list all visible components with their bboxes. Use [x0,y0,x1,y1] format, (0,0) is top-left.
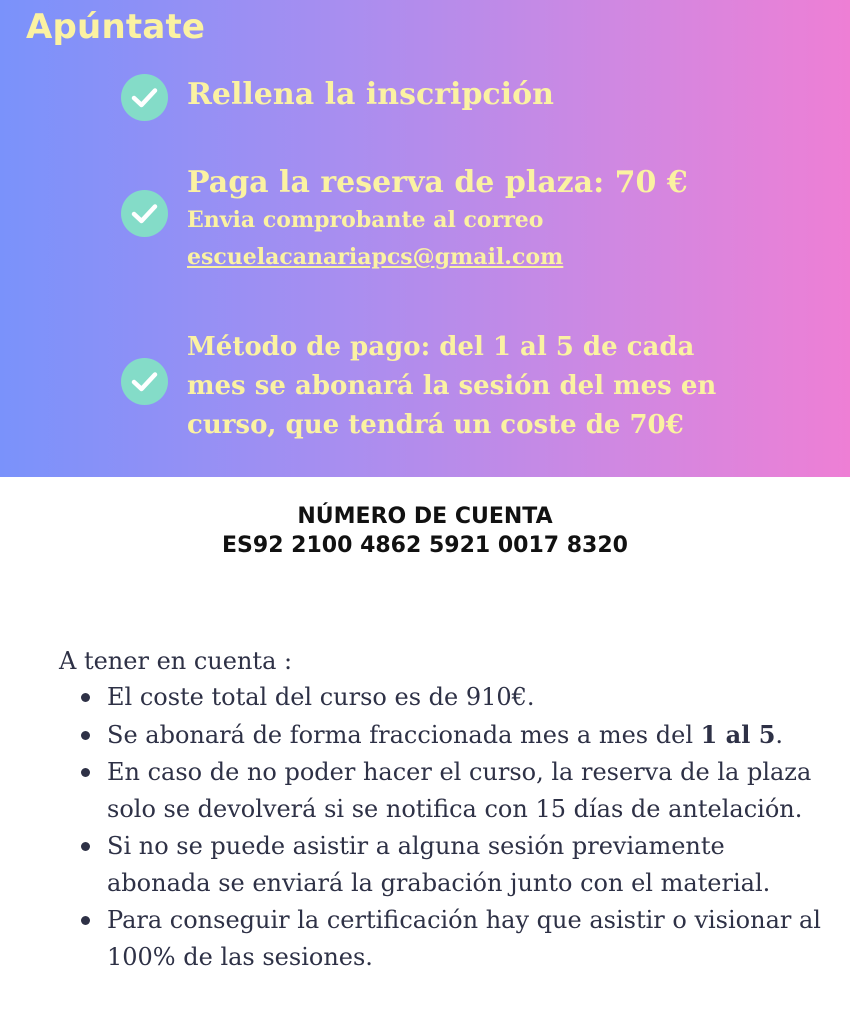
check-circle-icon [121,190,168,237]
notes-list [59,679,829,975]
bullet-icon [81,916,90,925]
email-link[interactable]: escuelacanariapcs@gmail.com [187,244,564,270]
account-info [0,502,850,560]
step-subtitle: Envia comprobante al correo [187,207,544,233]
bullet-icon [81,842,90,851]
account-label: NÚMERO DE CUENTA [297,504,553,529]
bullet-icon [81,693,90,702]
list-item: El coste total del curso es de 910€. [59,679,829,716]
banner-title: Apúntate [26,7,206,47]
list-item: En caso de no poder hacer el curso, la reserva de la plaza solo se devolverá si se notifica con 15 días de antelación. [59,754,829,827]
account-number: ES92 2100 4862 5921 0017 8320 [222,533,628,558]
bullet-icon [81,731,90,740]
check-circle-icon [121,358,168,405]
notes-intro: A tener en cuenta : [59,647,293,675]
list-item: Para conseguir la certificación hay que asistir o visionar al 100% de las sesiones. [59,902,829,975]
list-item: Si no se puede asistir a alguna sesión previamente abonada se enviará la grabación junto con el material. [59,828,829,901]
notes-section [59,643,829,976]
step-title: Paga la reserva de plaza: 70 € [187,165,688,200]
check-circle-icon [121,74,168,121]
bullet-icon [81,768,90,777]
list-item: Se abonará de forma fraccionada mes a mes del 1 al 5. [59,717,829,754]
signup-banner [0,0,850,477]
step-title: Rellena la inscripción [187,77,554,112]
step-body: Método de pago: del 1 al 5 de cada mes se abonará la sesión del mes en curso, que tendrá un coste de 70€ [187,332,717,440]
